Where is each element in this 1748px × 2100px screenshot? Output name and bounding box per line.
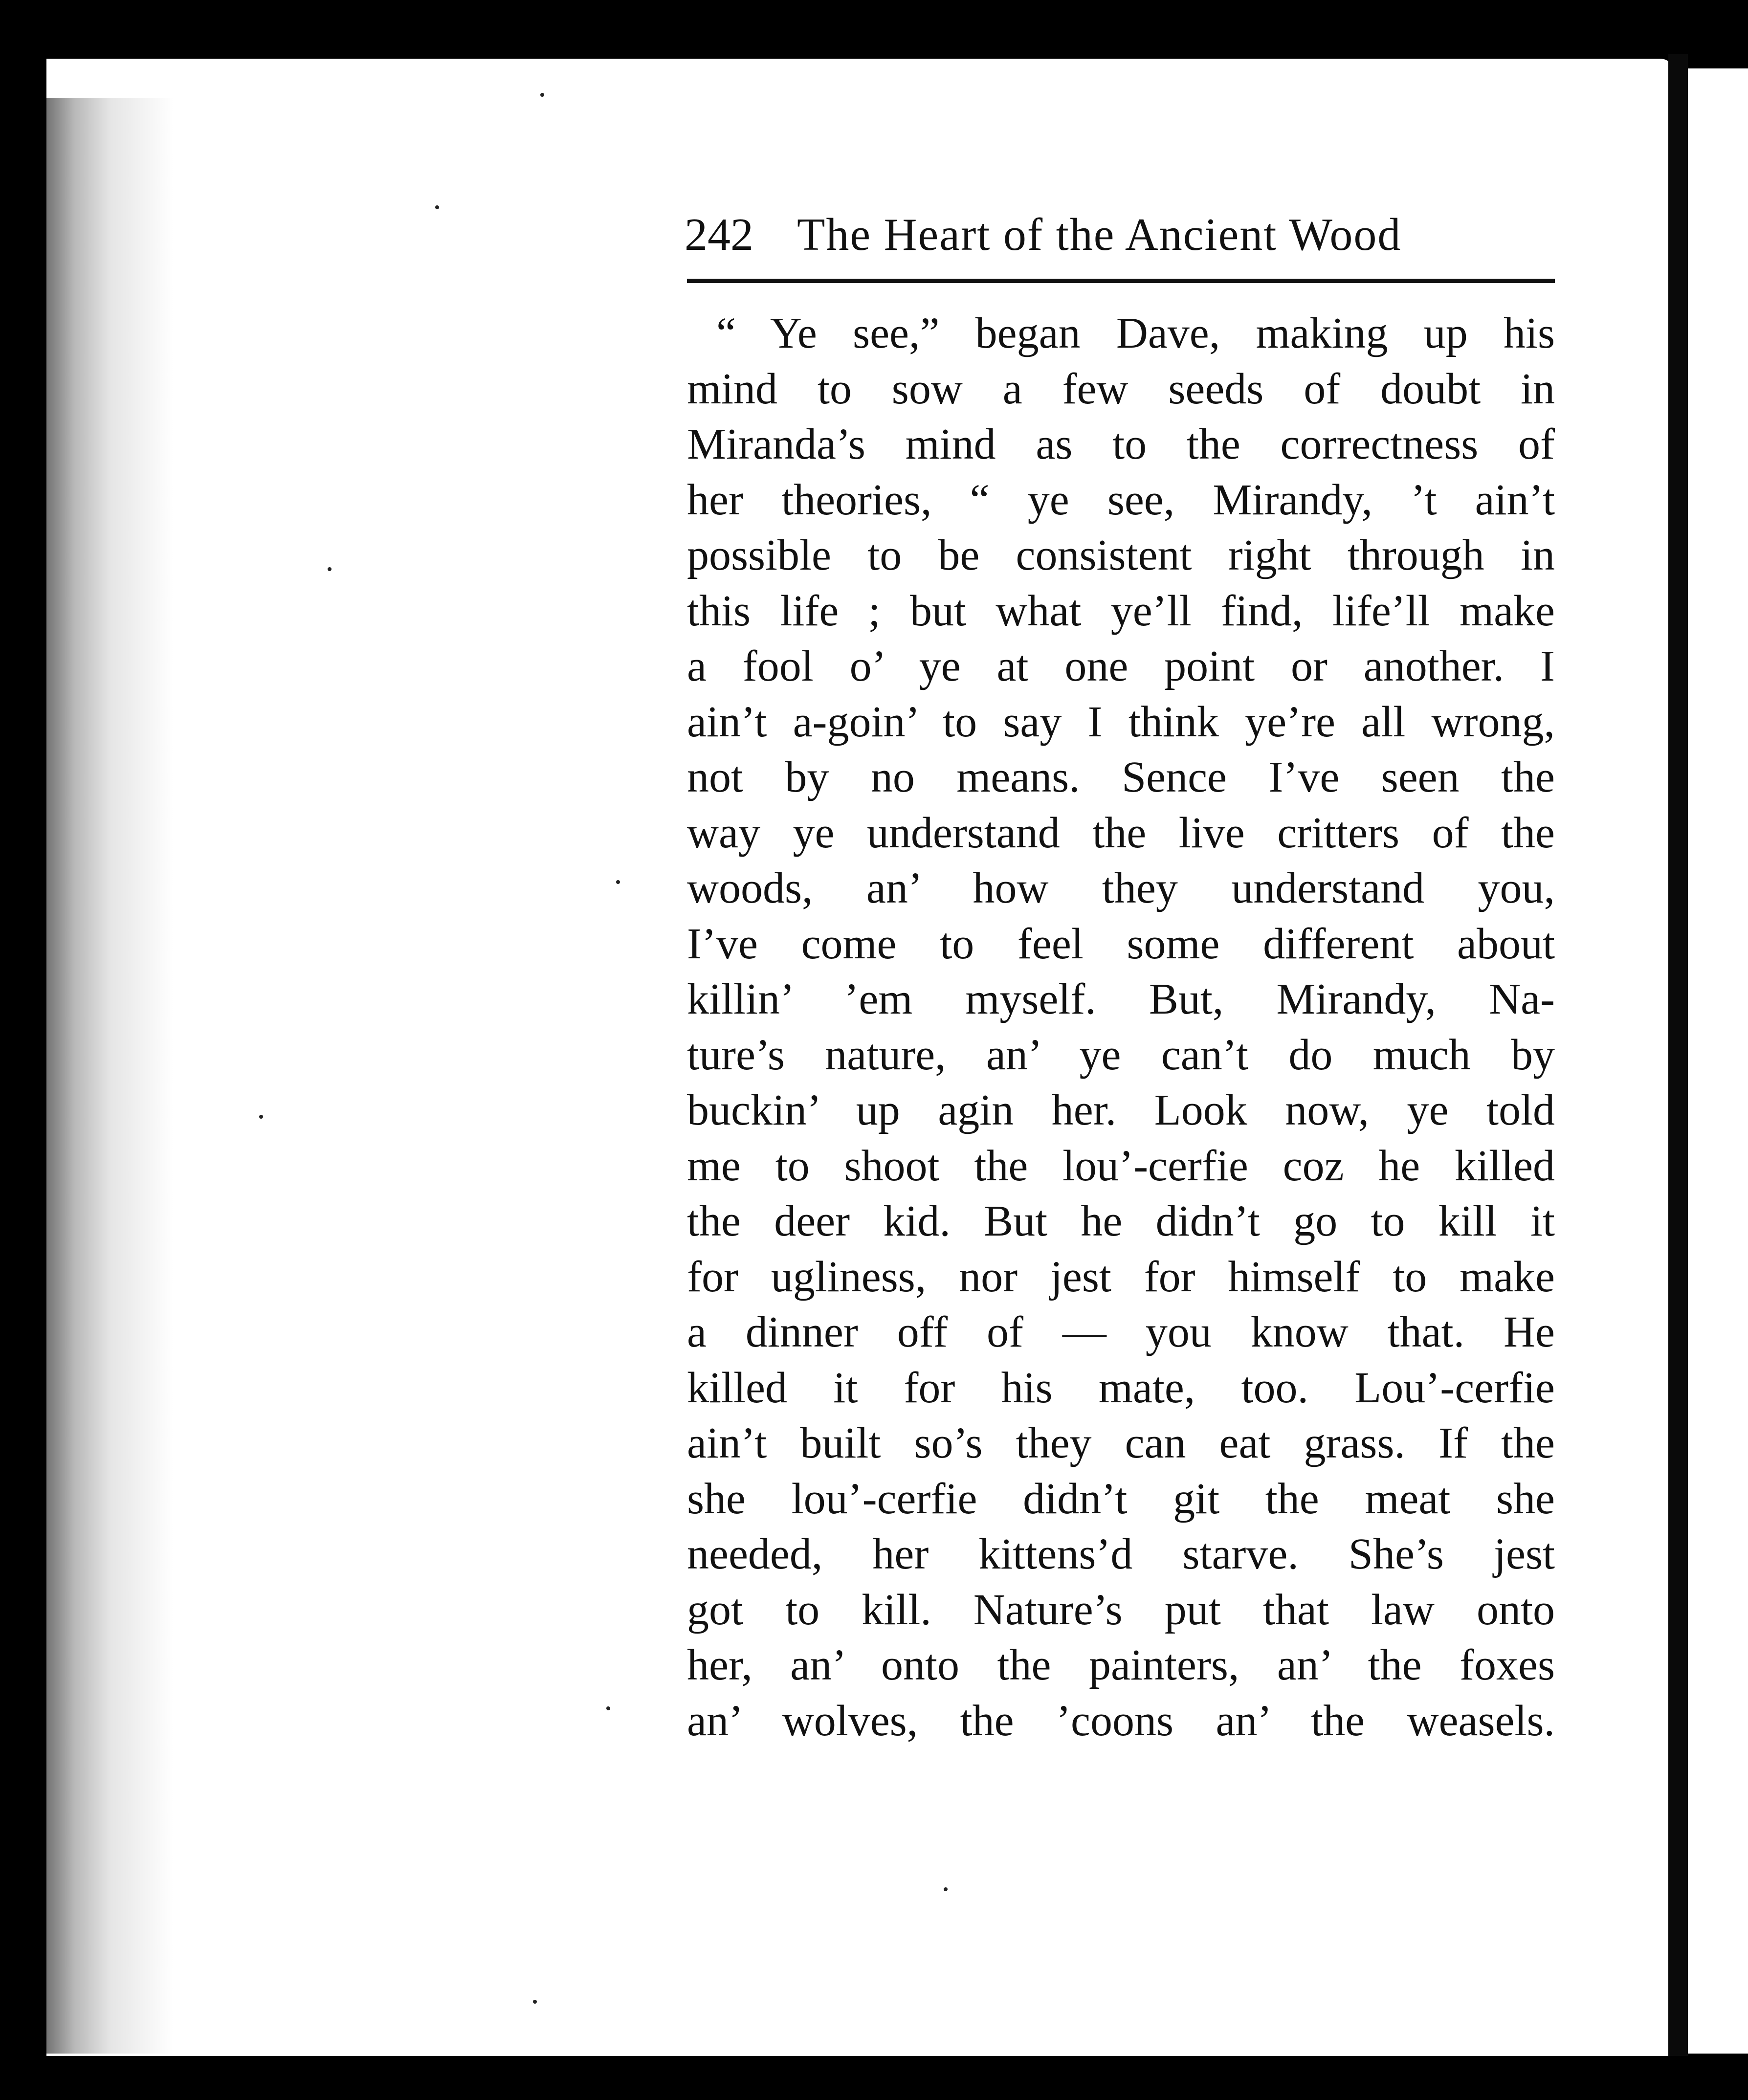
- text-line: got to kill. Nature’s put that law onto: [687, 1585, 1555, 1634]
- text-line: not by no means. Sence I’ve seen the: [687, 753, 1555, 801]
- text-line: this life ; but what ye’ll find, life’ll make: [687, 586, 1555, 635]
- text-line: for ugliness, nor jest for himself to make: [687, 1252, 1555, 1301]
- text-line: “ Ye see,” began Dave, making up his: [716, 309, 1555, 357]
- scan-speck: [435, 205, 439, 209]
- text-line: possible to be consistent right through in: [687, 531, 1555, 579]
- page-edge: [1668, 54, 1688, 2058]
- scan-speck: [944, 1887, 948, 1891]
- text-line: buckin’ up agin her. Look now, ye told: [687, 1086, 1555, 1134]
- text-line: killed it for his mate, too. Lou’-cerfie: [687, 1363, 1555, 1412]
- text-line: woods, an’ how they understand you,: [687, 864, 1555, 912]
- text-line: the deer kid. But he didn’t go to kill it: [687, 1197, 1555, 1245]
- running-header: [685, 205, 1555, 264]
- text-line: I’ve come to feel some different about: [687, 919, 1555, 968]
- text-line: an’ wolves, the ’coons an’ the weasels.: [687, 1696, 1555, 1745]
- scan-speck: [540, 93, 544, 97]
- text-line: she lou’-cerfie didn’t git the meat she: [687, 1474, 1555, 1523]
- text-line: a dinner off of — you know that. He: [687, 1308, 1555, 1356]
- scan-speck: [616, 880, 620, 884]
- text-line: needed, her kittens’d starve. She’s jest: [687, 1530, 1555, 1578]
- body-text: [687, 306, 1555, 1748]
- scan-speck: [606, 1706, 610, 1710]
- text-line: her theories, “ ye see, Mirandy, ’t ain’t: [687, 475, 1555, 524]
- text-line: Miranda’s mind as to the correctness of: [687, 420, 1555, 468]
- scan-speck: [533, 2000, 537, 2004]
- text-line: ain’t built so’s they can eat grass. If the: [687, 1419, 1555, 1467]
- adjacent-page: [1688, 68, 1748, 2054]
- running-title: The Heart of the Ancient Wood: [797, 209, 1402, 260]
- text-line: mind to sow a few seeds of doubt in: [687, 364, 1555, 413]
- text-line: her, an’ onto the painters, an’ the foxes: [687, 1641, 1555, 1689]
- binding-shadow: [46, 98, 174, 2054]
- header-rule: [687, 279, 1555, 283]
- text-line: killin’ ’em myself. But, Mirandy, Na-: [687, 975, 1555, 1023]
- text-line: ture’s nature, an’ ye can’t do much by: [687, 1030, 1555, 1079]
- scan-border: [0, 2056, 1748, 2100]
- text-line: way ye understand the live critters of the: [687, 808, 1555, 857]
- scan-speck: [328, 567, 332, 571]
- text-line: me to shoot the lou’-cerfie coz he killed: [687, 1141, 1555, 1190]
- text-line: ain’t a-goin’ to say I think ye’re all wrong,: [687, 697, 1555, 746]
- scan-speck: [259, 1115, 263, 1119]
- text-line: a fool o’ ye at one point or another. I: [687, 642, 1555, 690]
- page-number: 242: [685, 209, 753, 260]
